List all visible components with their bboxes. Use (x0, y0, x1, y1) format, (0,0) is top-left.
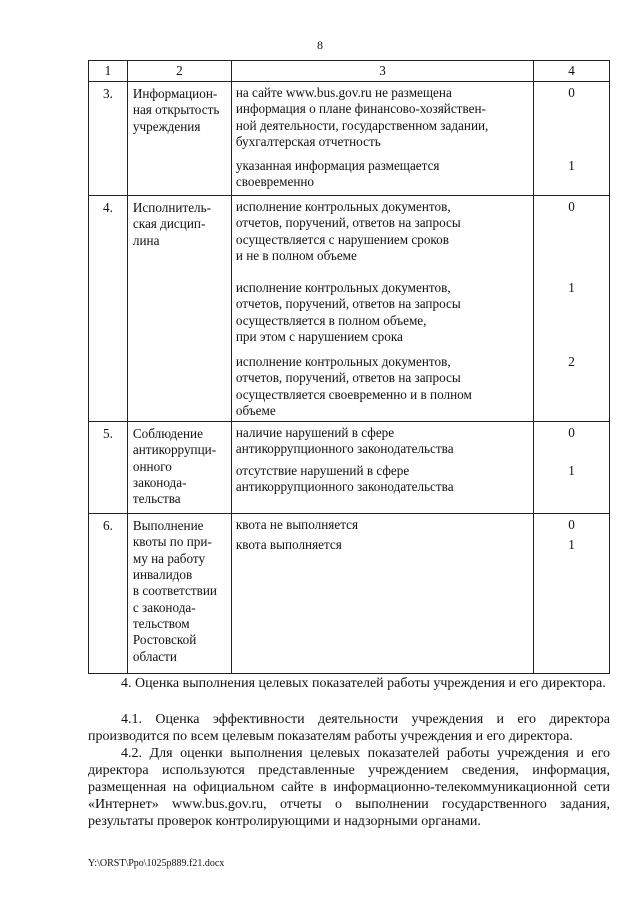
criterion-name-line: области (132, 648, 177, 664)
condition-item (232, 196, 533, 277)
criterion-name-line: инвалидов (132, 567, 193, 583)
points-cell (534, 196, 610, 422)
condition-line: отчетов, поручений, ответов на запросы (235, 215, 461, 231)
condition-line: своевременно (235, 174, 315, 190)
table-header-row (89, 61, 610, 82)
row-number: 3. (89, 82, 128, 196)
points-value: 1 (568, 280, 575, 295)
points-cell (534, 422, 610, 514)
condition-line: на сайте www.bus.gov.ru не размещена (235, 85, 452, 100)
criterion-name-line: онного (132, 458, 172, 474)
criterion-name (127, 514, 231, 674)
criterion-name (127, 196, 231, 422)
condition-line: информация о плане финансово-хозяйствен- (235, 101, 486, 117)
criterion-name-line: ная открытость (132, 102, 220, 118)
condition-line: осуществляется в полном объеме, (235, 312, 427, 328)
criterion-name-line: тельства (132, 491, 181, 507)
points-value: 0 (568, 199, 575, 214)
condition-line: осуществляется своевременно и в полном (235, 386, 472, 402)
points-value: 0 (568, 85, 575, 100)
points-value: 1 (568, 463, 575, 479)
condition-line: отчетов, поручений, ответов на запросы (235, 370, 461, 386)
condition-line: ной деятельности, государственном задании, (235, 117, 489, 133)
condition-line: указанная информация размещается (235, 158, 440, 173)
criterion-description (231, 82, 533, 196)
points-value: 0 (568, 425, 575, 441)
criterion-name-line: Исполнитель- (132, 200, 212, 215)
condition-line: отсутствие нарушений в сфере (235, 463, 410, 479)
points-cell (534, 82, 610, 196)
criterion-name-line: Ростовской (132, 632, 197, 648)
condition-item (232, 277, 533, 351)
criterion-name-line: учреждения (132, 118, 201, 134)
header-cell: 1 (89, 61, 128, 82)
condition-item (232, 82, 533, 155)
condition-item (232, 534, 533, 555)
criterion-description (231, 422, 533, 514)
criterion-name-line: тельством (132, 615, 190, 631)
paragraph-4-1: 4.1. Оценка эффективности деятельности учреждения и его директора производится по всем целевым показателям работы учреждения и его директора. (88, 712, 610, 744)
condition-line: исполнение контрольных документов, (235, 199, 451, 214)
criterion-name-line: квоты по при- (132, 534, 212, 550)
condition-line: антикоррупционного законодательства (235, 441, 454, 457)
criterion-name-line: Выполнение (132, 518, 204, 534)
points-value: 0 (568, 517, 575, 533)
criterion-description (231, 196, 533, 422)
condition-item (232, 460, 533, 498)
header-cell: 3 (231, 61, 533, 82)
criterion-name-line: му на работу (132, 550, 206, 566)
points-cell (534, 514, 610, 674)
row-number: 4. (89, 196, 128, 422)
criterion-name-line: ская дисцип- (132, 216, 206, 232)
condition-item (232, 422, 533, 460)
points-value: 1 (568, 158, 575, 173)
condition-line: квота выполняется (235, 537, 342, 553)
criterion-name-line: лина (132, 232, 160, 248)
points-value: 1 (568, 537, 575, 553)
condition-item (232, 351, 533, 421)
condition-line: наличие нарушений в сфере (235, 425, 395, 441)
condition-line: антикоррупционного законодательства (235, 479, 454, 495)
condition-line: осуществляется с нарушением сроков (235, 231, 449, 247)
header-cell: 2 (127, 61, 231, 82)
condition-line: квота не выполняется (235, 517, 359, 533)
condition-item (232, 514, 533, 534)
criterion-name-line: Информацион- (132, 86, 218, 101)
criterion-name-line: Соблюдение (132, 426, 203, 442)
condition-line: отчетов, поручений, ответов на запросы (235, 296, 461, 312)
condition-line: исполнение контрольных документов, (235, 354, 451, 369)
condition-line: объеме (235, 402, 276, 418)
condition-line: и не в полном объеме (235, 247, 357, 263)
paragraph-4: 4. Оценка выполнения целевых показателей работы учреждения и его директора. (121, 676, 606, 691)
table-row (89, 82, 610, 196)
row-number: 5. (89, 422, 128, 514)
criterion-name-line: в соответствии (132, 583, 217, 599)
criterion-name (127, 422, 231, 514)
condition-line: при этом с нарушением срока (235, 328, 403, 344)
file-path-footer: Y:\ORST\Ppo\1025p889.f21.docx (88, 858, 225, 869)
condition-line: исполнение контрольных документов, (235, 280, 451, 295)
points-value: 2 (568, 354, 575, 369)
criterion-name-line: законода- (132, 475, 187, 491)
criterion-name-line: с законода- (132, 599, 196, 615)
table-row (89, 196, 610, 422)
row-number: 6. (89, 514, 128, 674)
paragraph-4-2: 4.2. Для оценки выполнения целевых показателей работы учреждения и его директора используются представленные учреждением сведения, информация, размещенная на официальном сайте в информационно-телекоммуникационной сети «Интернет» www.bus.gov.ru, отчеты о выполнении государственного задания, результаты проверок контролирующими и надзорными органами. (88, 746, 610, 829)
header-cell: 4 (534, 61, 610, 82)
condition-line: бухгалтерская отчетность (235, 133, 381, 149)
criterion-name (127, 82, 231, 196)
criterion-name-line: антикоррупци- (132, 442, 217, 458)
condition-item (232, 155, 533, 193)
table-row (89, 514, 610, 674)
page-number: 8 (317, 38, 323, 52)
criterion-description (231, 514, 533, 674)
criteria-table (88, 60, 610, 674)
table-row (89, 422, 610, 514)
